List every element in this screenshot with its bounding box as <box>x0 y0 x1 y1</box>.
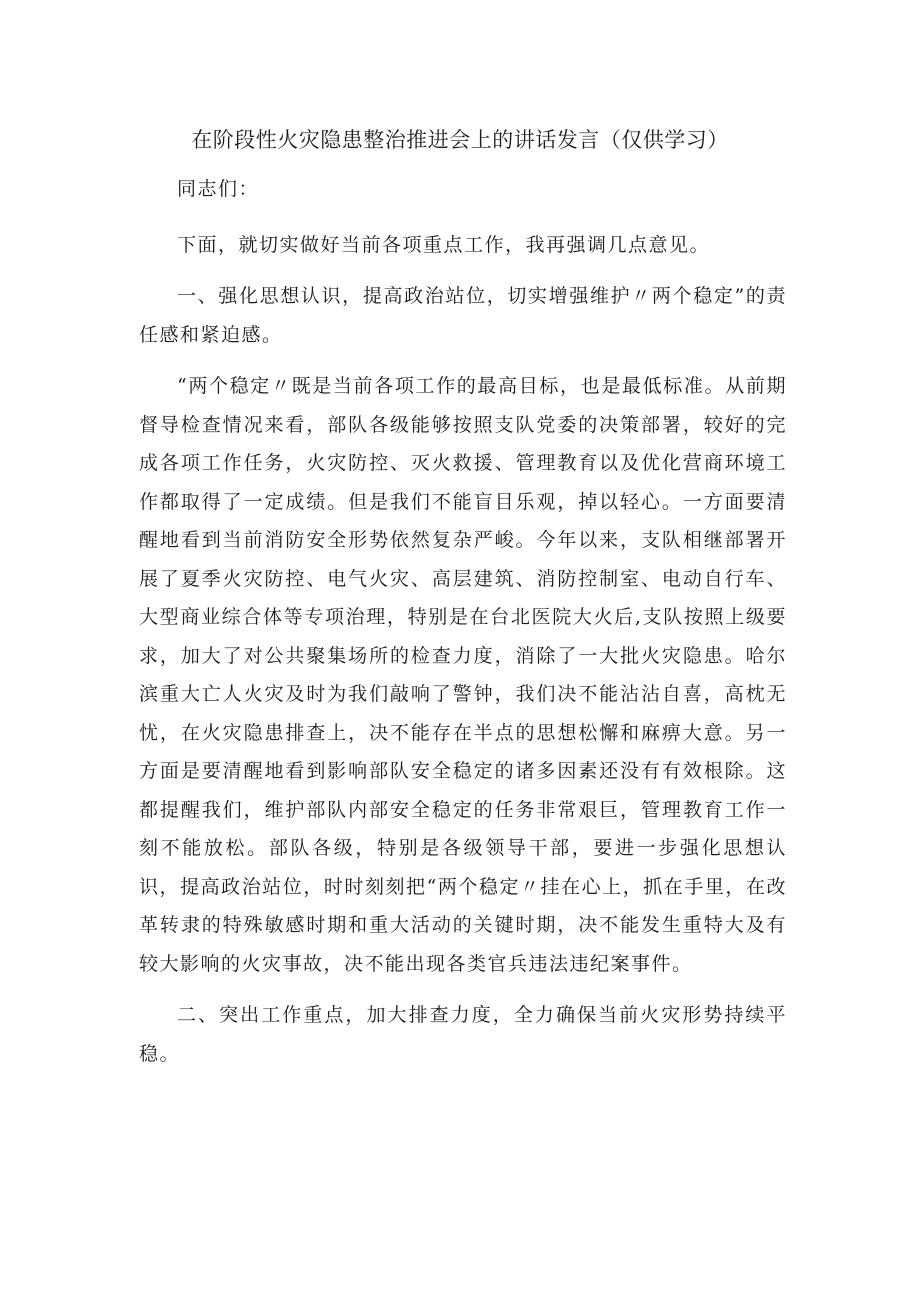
salutation: 同志们： <box>177 178 260 200</box>
document-body <box>139 170 787 1086</box>
paragraph-heading-one: 一、强化思想认识，提高政治站位，切实增强维护〃两个稳定”的责任感和紧迫感。 <box>139 285 787 346</box>
paragraph-intro: 下面，就切实做好当前各项重点工作，我再强调几点意见。 <box>177 233 711 256</box>
paragraph-main: “两个稳定〃既是当前各项工作的最高目标，也是最低标准。从前期督导检查情况来看，部队各级能够按照支队党委的决策部署，较好的完成各项工作任务，火灾防控、灭火救援、管理教育以及优化营商环境工作都取得了一定成绩。但是我们不能盲目乐观，掉以轻心。一方面要清醒地看到当前消防安全形势依然复杂严峻。今年以来，支队相继部署开展了夏季火灾防控、电气火灾、高层建筑、消防控制室、电动自行车、大型商业综合体等专项治理，特别是在台北医院大火后,支队按照上级要求，加大了对公共聚集场所的检查力度，消除了一大批火灾隐患。哈尔滨重大亡人火灾及时为我们敲响了警钟，我们决不能沾沾自喜，高枕无忧，在火灾隐患排查上，决不能存在半点的思想松懈和麻痹大意。另一方面是要清醒地看到影响部队安全稳定的诸多因素还没有有效根除。这都提醒我们，维护部队内部安全稳定的任务非常艰巨，管理教育工作一刻不能放松。部队各级，特别是各级领导干部，要进一步强化思想认识，提高政治站位，时时刻刻把“两个稳定〃挂在心上，抓在手里，在改革转隶的特殊敏感时期和重大活动的关键时期，决不能发生重特大及有较大影响的火灾事故，决不能出现各类官兵违法违纪案事件。 <box>139 375 787 975</box>
paragraph-heading-two: 二、突出工作重点，加大排查力度，全力确保当前火灾形势持续平稳。 <box>139 1004 787 1065</box>
document-title: 在阶段性火灾隐患整治推进会上的讲话发言（仅供学习） <box>191 128 729 152</box>
